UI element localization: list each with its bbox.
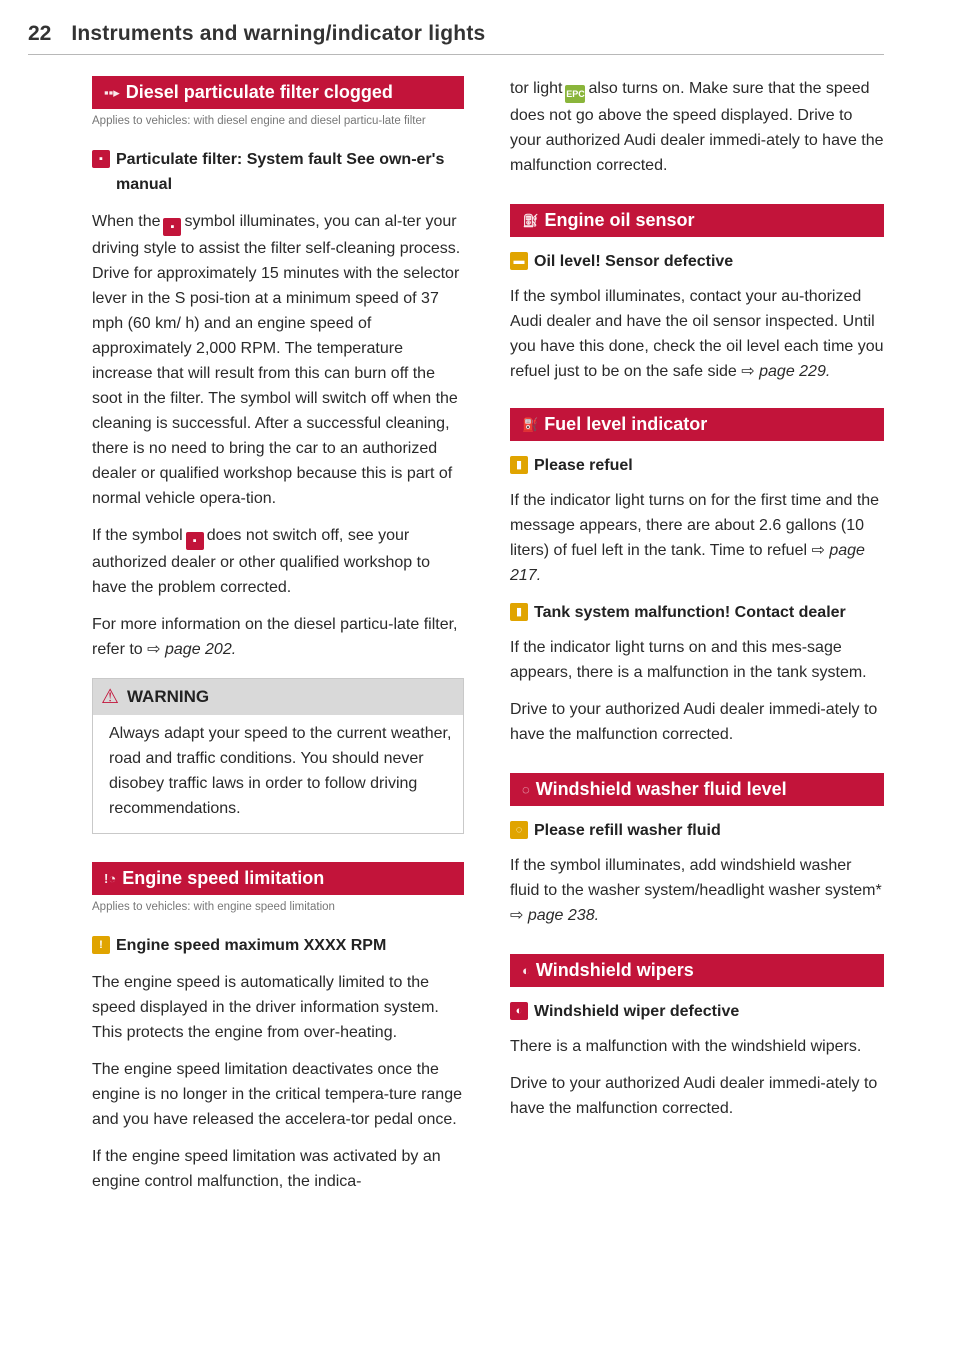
engine-speed-icon: ! <box>92 936 110 954</box>
left-column <box>92 76 464 1194</box>
filter-icon: ▪ <box>163 218 181 236</box>
right-column <box>510 76 884 1121</box>
paragraph: Drive to your authorized Audi dealer immedi-ately to have the malfunction corrected. <box>510 701 878 743</box>
paragraph: The engine speed is automatically limited to the speed displayed in the driver information system. This protects the engine from over-heating. <box>92 974 439 1041</box>
applies-note: Applies to vehicles: with diesel engine and diesel particu-late filter <box>92 115 426 127</box>
wiper-icon: ◐ <box>510 1002 528 1020</box>
warning-header: ⚠ WARNING <box>93 679 463 715</box>
paragraph: If the indicator light turns on and this mes-sage appears, there is a malfunction in the tank system. <box>510 639 867 681</box>
washer-icon: ◌ <box>522 782 530 797</box>
paragraph: The engine speed limitation deactivates once the engine is no longer in the critical tempera-ture range and you have released the accelera-tor pedal once. <box>92 1061 462 1128</box>
subheading-particulate-filter: ▪ Particulate filter: System fault See own-er's manual <box>92 147 464 197</box>
paragraph: Drive to your authorized Audi dealer immedi-ately to have the malfunction corrected. <box>510 1075 878 1117</box>
fuel-pump-icon: ▮ <box>510 456 528 474</box>
section-heading-wipers: ◐ Windshield wipers <box>510 954 884 987</box>
filter-icon: ▪▪▸ <box>104 85 120 100</box>
paragraph: tor light EPC also turns on. Make sure that the speed does not go above the speed displayed. Drive to your authorized Audi dealer immedi-ately to have the malfunction corrected. <box>510 80 884 174</box>
section-heading-fuel-level: ⛽ Fuel level indicator <box>510 408 884 441</box>
oil-sensor-icon: ⛽︎ <box>522 213 539 228</box>
wiper-icon: ◐ <box>522 963 530 978</box>
section-heading-washer-fluid: ◌ Windshield washer fluid level <box>510 773 884 806</box>
section-heading-oil-sensor: ⛽︎ Engine oil sensor <box>510 204 884 237</box>
section-heading-dpf: ▪▪▸ Diesel particulate filter clogged <box>92 76 464 109</box>
paragraph: When the ▪ symbol illuminates, you can al-ter your driving style to assist the filter self-cleaning process. Drive for approximately 15 minutes with the selector lever in the S posi-tion at a minimum speed of 37 mph (60 km/ h) and an engine speed of approximately 2,000 RPM. The temperature increase that will result from this can burn off the soot in the filter. The symbol will switch off when the cleaning is successful. After a successful cleaning, there is no need to bring the car to an authorized dealer or qualified workshop because this is part of normal vehicle opera-tion. <box>92 213 461 507</box>
engine-speed-icon: !◔ <box>104 871 117 886</box>
subheading-oil-level: ▬ Oil level! Sensor defective <box>510 249 884 274</box>
page-reference-link[interactable]: ⇨ page 229. <box>741 363 831 380</box>
oil-sensor-icon: ▬ <box>510 252 528 270</box>
warning-triangle-icon: ⚠ <box>101 686 119 708</box>
paragraph: If the indicator light turns on for the first time and the message appears, there are about 2.6 gallons (10 liters) of fuel left in the tank. Time to refuel ⇨ page 217. <box>510 492 880 584</box>
paragraph: If the symbol illuminates, contact your au-thorized Audi dealer and have the oil sensor inspected. Until you have this done, check the oil level each time you refuel just to be on the safe side ⇨ page 229. <box>510 288 884 380</box>
subheading-tank-malfunction: ▮ Tank system malfunction! Contact dealer <box>510 600 884 625</box>
filter-icon: ▪ <box>92 150 110 168</box>
page-number: 22 <box>28 22 52 45</box>
fuel-pump-icon: ▮ <box>510 603 528 621</box>
paragraph: For more information on the diesel particu-late filter, refer to ⇨ page 202. <box>92 616 458 658</box>
subheading-please-refuel: ▮ Please refuel <box>510 453 884 478</box>
subheading-engine-speed: ! Engine speed maximum XXXX RPM <box>92 933 464 958</box>
subheading-refill-washer: ◌ Please refill washer fluid <box>510 818 884 843</box>
subheading-wiper-defective: ◐ Windshield wiper defective <box>510 999 884 1024</box>
filter-icon: ▪ <box>186 532 204 550</box>
paragraph: If the engine speed limitation was activated by an engine control malfunction, the indica- <box>92 1148 441 1190</box>
page-header <box>28 22 884 55</box>
page-reference-link[interactable]: ⇨ page 217. <box>510 542 865 584</box>
page-reference-link[interactable]: ⇨ page 202. <box>147 641 237 658</box>
epc-icon: EPC <box>565 85 585 103</box>
paragraph: If the symbol illuminates, add windshield washer fluid to the washer system/headlight washer system* ⇨ page 238. <box>510 857 882 924</box>
paragraph: There is a malfunction with the windshield wipers. <box>510 1038 862 1055</box>
applies-note: Applies to vehicles: with engine speed limitation <box>92 901 335 913</box>
fuel-pump-icon: ⛽ <box>522 417 539 432</box>
page-reference-link[interactable]: ⇨ page 238. <box>510 907 600 924</box>
section-heading-engine-speed: !◔ Engine speed limitation <box>92 862 464 895</box>
warning-box <box>92 678 464 834</box>
paragraph: If the symbol ▪ does not switch off, see your authorized dealer or other qualified workshop to have the problem corrected. <box>92 527 430 596</box>
warning-text: Always adapt your speed to the current weather, road and traffic conditions. You should never disobey traffic laws in order to follow driving recommendations. <box>109 725 452 817</box>
page-title: Instruments and warning/indicator lights <box>71 22 486 45</box>
washer-icon: ◌ <box>510 821 528 839</box>
